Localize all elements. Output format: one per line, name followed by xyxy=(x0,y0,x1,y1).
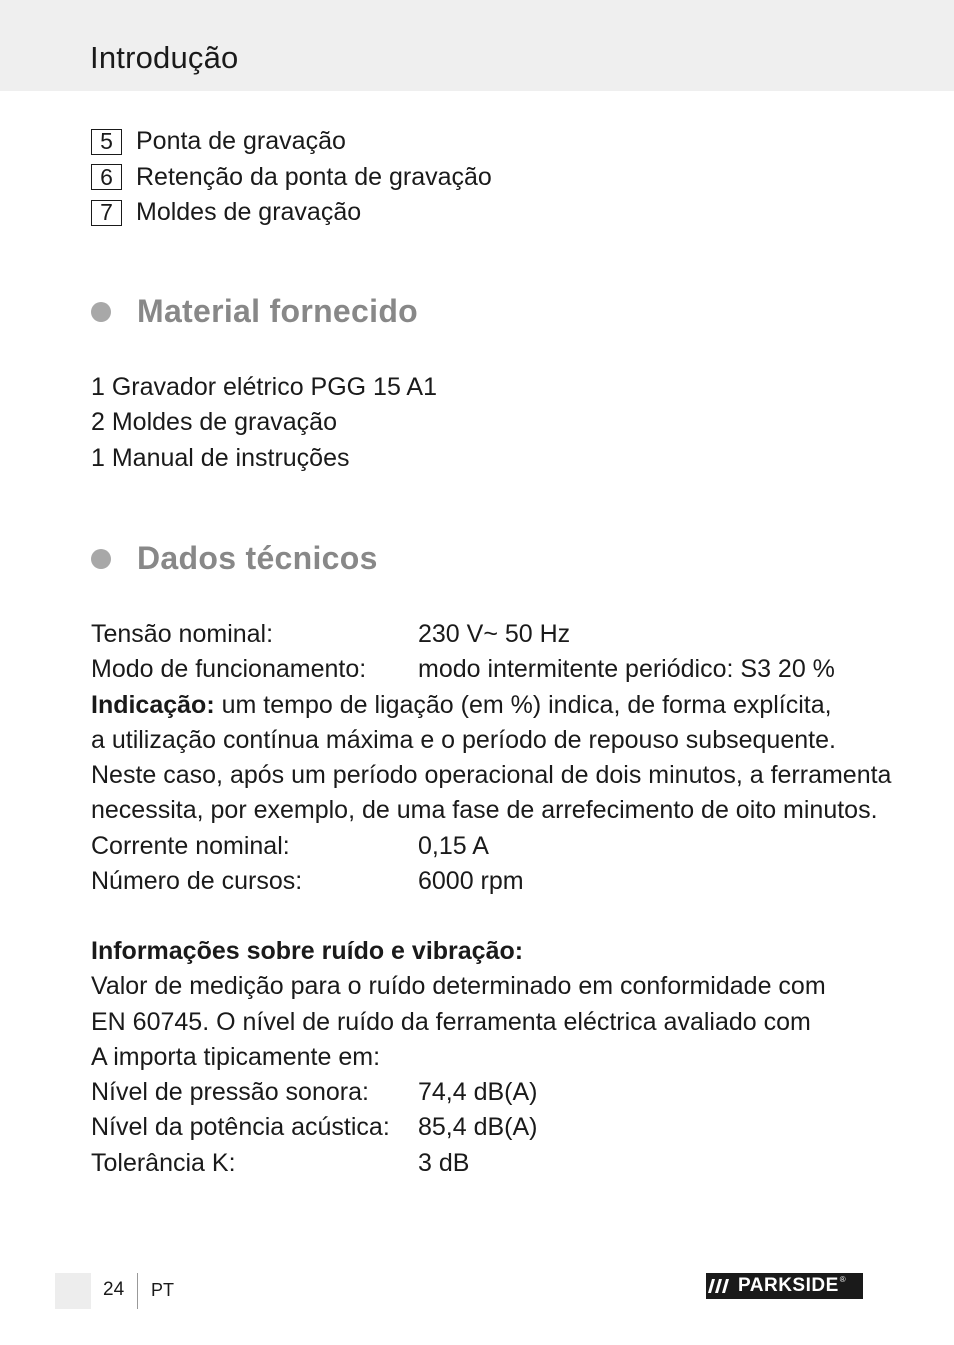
spec-row-mode xyxy=(91,652,881,687)
part-number-box: 5 xyxy=(91,129,122,155)
registered-mark: ® xyxy=(839,1275,846,1284)
spec-row-strokes xyxy=(91,864,881,899)
spec-value: 6000 rpm xyxy=(418,867,524,896)
spec-label: Nível da potência acústica: xyxy=(91,1113,390,1142)
footer-tab xyxy=(55,1273,91,1309)
spec-row-current xyxy=(91,829,881,864)
brand-logo xyxy=(706,1273,863,1299)
noise-block xyxy=(91,934,881,1181)
note-line: necessita, por exemplo, de uma fase de arrefecimento de oito minutos. xyxy=(91,796,878,825)
part-label: Moldes de gravação xyxy=(136,198,362,227)
parts-list xyxy=(91,124,492,231)
note-line: Neste caso, após um período operacional de dois minutos, a ferramenta xyxy=(91,761,892,790)
noise-line: A importa tipicamente em: xyxy=(91,1042,381,1071)
section-heading-supplied xyxy=(91,293,418,330)
part-number-box: 6 xyxy=(91,164,122,190)
spec-label: Número de cursos: xyxy=(91,867,303,896)
footer-divider xyxy=(137,1273,138,1309)
part-row xyxy=(91,195,492,231)
spec-label: Nível de pressão sonora: xyxy=(91,1078,369,1107)
supplied-item: 2 Moldes de gravação xyxy=(91,408,337,437)
spec-row-voltage xyxy=(91,617,881,652)
bullet-icon xyxy=(91,302,111,322)
note-text: um tempo de ligação (em %) indica, de forma explícita, xyxy=(214,690,832,719)
note-label: Indicação: xyxy=(91,690,215,719)
spec-row-pressure xyxy=(91,1075,881,1110)
section-title: Material fornecido xyxy=(137,293,419,329)
spec-value: 85,4 dB(A) xyxy=(418,1113,538,1142)
logo-stripes-icon xyxy=(706,1273,736,1299)
part-row xyxy=(91,124,492,160)
part-row xyxy=(91,160,492,196)
spec-value: 230 V~ 50 Hz xyxy=(418,620,571,648)
section-heading-tech xyxy=(91,540,378,577)
note-line: a utilização contínua máxima e o período de repouso subsequente. xyxy=(91,725,836,754)
supplied-item: 1 Manual de instruções xyxy=(91,443,350,472)
noise-line: Valor de medição para o ruído determinado em conformidade com xyxy=(91,972,826,1001)
spec-row-power xyxy=(91,1110,881,1145)
noise-heading: Informações sobre ruído e vibração: xyxy=(91,937,524,965)
part-number-box: 7 xyxy=(91,200,122,226)
language-code: PT xyxy=(151,1280,175,1300)
supplied-item: 1 Gravador elétrico PGG 15 A1 xyxy=(91,373,438,401)
page-title: Introdução xyxy=(90,40,239,75)
spec-value: 3 dB xyxy=(418,1148,470,1177)
spec-label: Tensão nominal: xyxy=(91,620,274,648)
spec-value: modo intermitente periódico: S3 20 % xyxy=(418,655,835,684)
supplied-list xyxy=(91,370,437,476)
tech-data-block xyxy=(91,617,892,899)
spec-row-tolerance xyxy=(91,1146,881,1181)
spec-label: Modo de funcionamento: xyxy=(91,655,367,684)
bullet-icon xyxy=(91,549,111,569)
note-line xyxy=(91,688,881,723)
spec-value: 0,15 A xyxy=(418,831,489,860)
part-label: Ponta de gravação xyxy=(136,127,346,156)
noise-line: EN 60745. O nível de ruído da ferramenta eléctrica avaliado com xyxy=(91,1007,811,1036)
part-label: Retenção da ponta de gravação xyxy=(136,162,492,191)
spec-label: Tolerância K: xyxy=(91,1148,236,1177)
spec-label: Corrente nominal: xyxy=(91,831,290,860)
section-title: Dados técnicos xyxy=(137,540,378,576)
spec-value: 74,4 dB(A) xyxy=(418,1078,538,1107)
page-number: 24 xyxy=(103,1279,125,1300)
brand-name: PARKSIDE xyxy=(738,1275,839,1296)
